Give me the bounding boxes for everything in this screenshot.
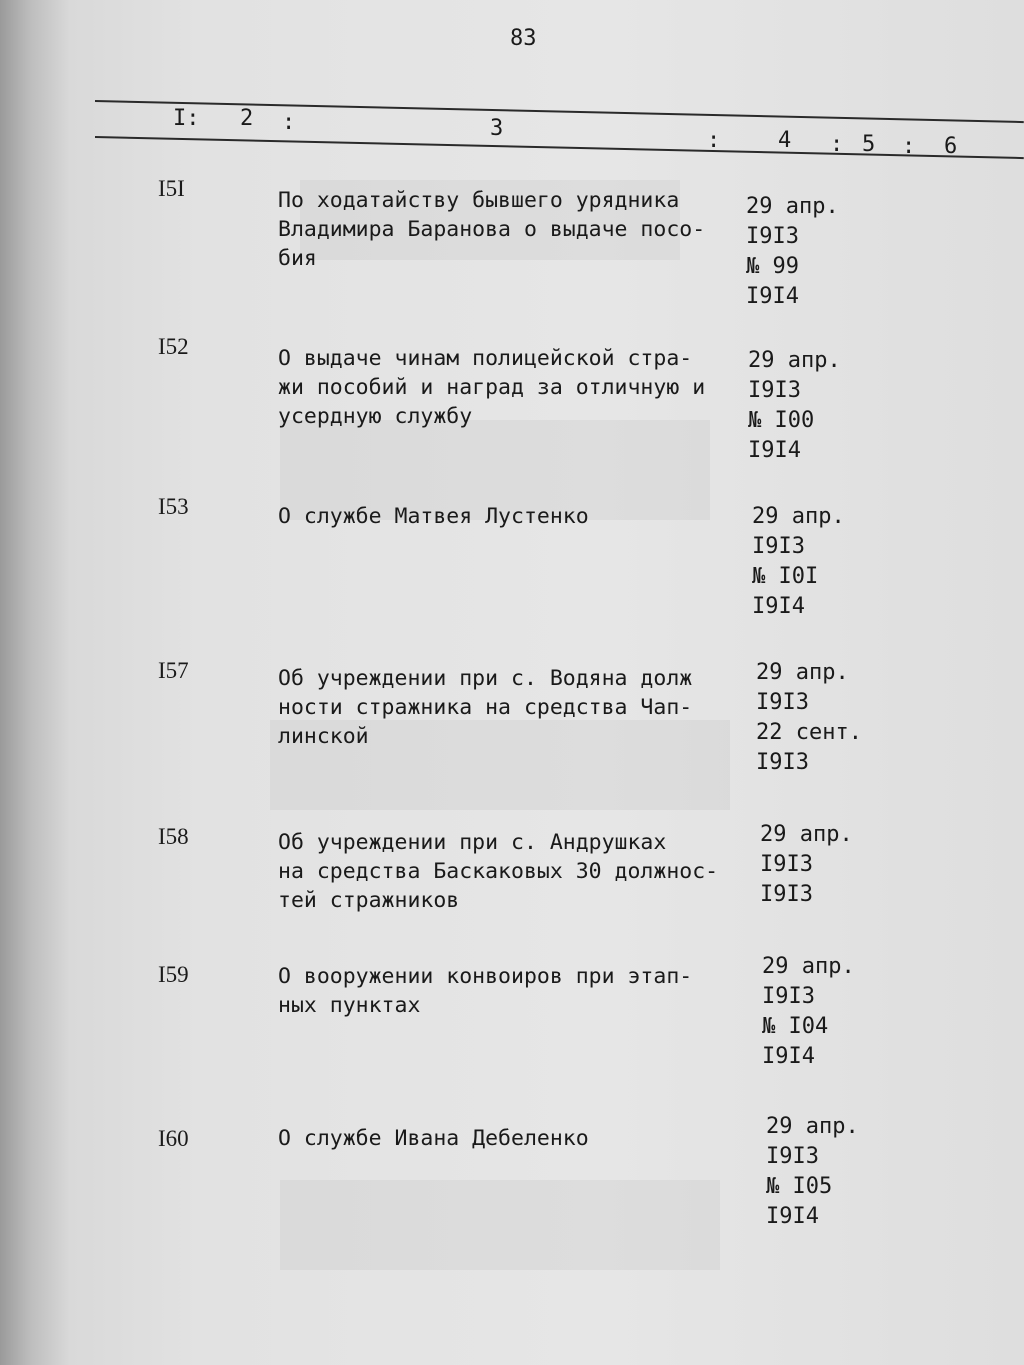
entry-title bbox=[278, 1124, 728, 1153]
title-line: бия bbox=[278, 246, 317, 271]
date-line: 29 апр. bbox=[760, 822, 853, 847]
date-line: I9I3 bbox=[760, 882, 813, 907]
date-line: 29 апр. bbox=[762, 954, 855, 979]
date-line: I9I4 bbox=[752, 594, 805, 619]
date-line: 29 апр. bbox=[766, 1114, 859, 1139]
col-separator: : bbox=[282, 110, 296, 135]
date-line: I9I3 bbox=[746, 224, 799, 249]
entry-title bbox=[278, 186, 728, 273]
title-line: ности стражника на средства Чап- bbox=[278, 695, 693, 720]
col-header-3: 3 bbox=[490, 116, 504, 141]
page-number: 83 bbox=[510, 26, 537, 51]
entry-title bbox=[278, 828, 728, 915]
col-header-5: 5 bbox=[862, 132, 876, 157]
entry-title bbox=[278, 344, 728, 431]
title-line: О службе Матвея Лустенко bbox=[278, 504, 589, 529]
entry-dates bbox=[760, 820, 853, 910]
header-top-rule bbox=[95, 100, 1024, 123]
title-line: По ходатайству бывшего урядника bbox=[278, 188, 680, 213]
col-header-4: 4 bbox=[778, 128, 792, 153]
title-line: линской bbox=[278, 724, 369, 749]
date-line: I9I4 bbox=[748, 438, 801, 463]
date-line: 22 сент. bbox=[756, 720, 862, 745]
col-header-2: 2 bbox=[240, 106, 254, 131]
title-line: усердную службу bbox=[278, 404, 473, 429]
entry-dates bbox=[748, 346, 841, 466]
date-line: I9I3 bbox=[752, 534, 805, 559]
title-line: Владимира Баранова о выдаче посо- bbox=[278, 217, 706, 242]
date-line: I9I3 bbox=[756, 750, 809, 775]
entry-dates bbox=[762, 952, 855, 1072]
date-line: I9I4 bbox=[762, 1044, 815, 1069]
entry-number: I57 bbox=[158, 658, 189, 683]
title-line: Об учреждении при с. Андрушках bbox=[278, 830, 667, 855]
entry-title bbox=[278, 502, 728, 531]
title-line: тей стражников bbox=[278, 888, 460, 913]
date-line: 29 апр. bbox=[748, 348, 841, 373]
date-line: 29 апр. bbox=[746, 194, 839, 219]
bleed-through-ghost bbox=[280, 1180, 720, 1270]
date-line: I9I4 bbox=[766, 1204, 819, 1229]
col-separator: : bbox=[830, 132, 844, 157]
entry-number: I59 bbox=[158, 962, 189, 987]
date-line: № I05 bbox=[766, 1174, 833, 1199]
title-line: О службе Ивана Дебеленко bbox=[278, 1126, 589, 1151]
title-line: жи пособий и наград за отличную и bbox=[278, 375, 706, 400]
entry-number: I52 bbox=[158, 334, 189, 359]
date-line: I9I3 bbox=[756, 690, 809, 715]
date-line: № I00 bbox=[748, 408, 815, 433]
header-bottom-rule bbox=[95, 136, 1024, 159]
title-line: на средства Баскаковых 30 должнос- bbox=[278, 859, 719, 884]
entry-number: I60 bbox=[158, 1126, 189, 1151]
date-line: № I0I bbox=[752, 564, 819, 589]
entry-title bbox=[278, 962, 728, 1020]
date-line: № 99 bbox=[746, 254, 799, 279]
entry-dates bbox=[746, 192, 839, 312]
col-separator: : bbox=[707, 128, 721, 153]
col-separator: : bbox=[902, 134, 916, 159]
title-line: О выдаче чинам полицейской стра- bbox=[278, 346, 693, 371]
entry-dates bbox=[756, 658, 862, 778]
entry-number: I58 bbox=[158, 824, 189, 849]
date-line: № I04 bbox=[762, 1014, 829, 1039]
entry-number: I5I bbox=[158, 176, 185, 201]
date-line: I9I3 bbox=[766, 1144, 819, 1169]
entry-number: I53 bbox=[158, 494, 189, 519]
date-line: I9I3 bbox=[762, 984, 815, 1009]
entry-dates bbox=[752, 502, 845, 622]
date-line: I9I4 bbox=[746, 284, 799, 309]
col-header-6: 6 bbox=[944, 134, 958, 159]
col-header-1: I: bbox=[173, 106, 200, 131]
date-line: 29 апр. bbox=[756, 660, 849, 685]
title-line: Об учреждении при с. Водяна долж bbox=[278, 666, 693, 691]
date-line: I9I3 bbox=[760, 852, 813, 877]
entry-dates bbox=[766, 1112, 859, 1232]
date-line: I9I3 bbox=[748, 378, 801, 403]
entry-title bbox=[278, 664, 728, 751]
title-line: О вооружении конвоиров при этап- bbox=[278, 964, 693, 989]
title-line: ных пунктах bbox=[278, 993, 421, 1018]
date-line: 29 апр. bbox=[752, 504, 845, 529]
